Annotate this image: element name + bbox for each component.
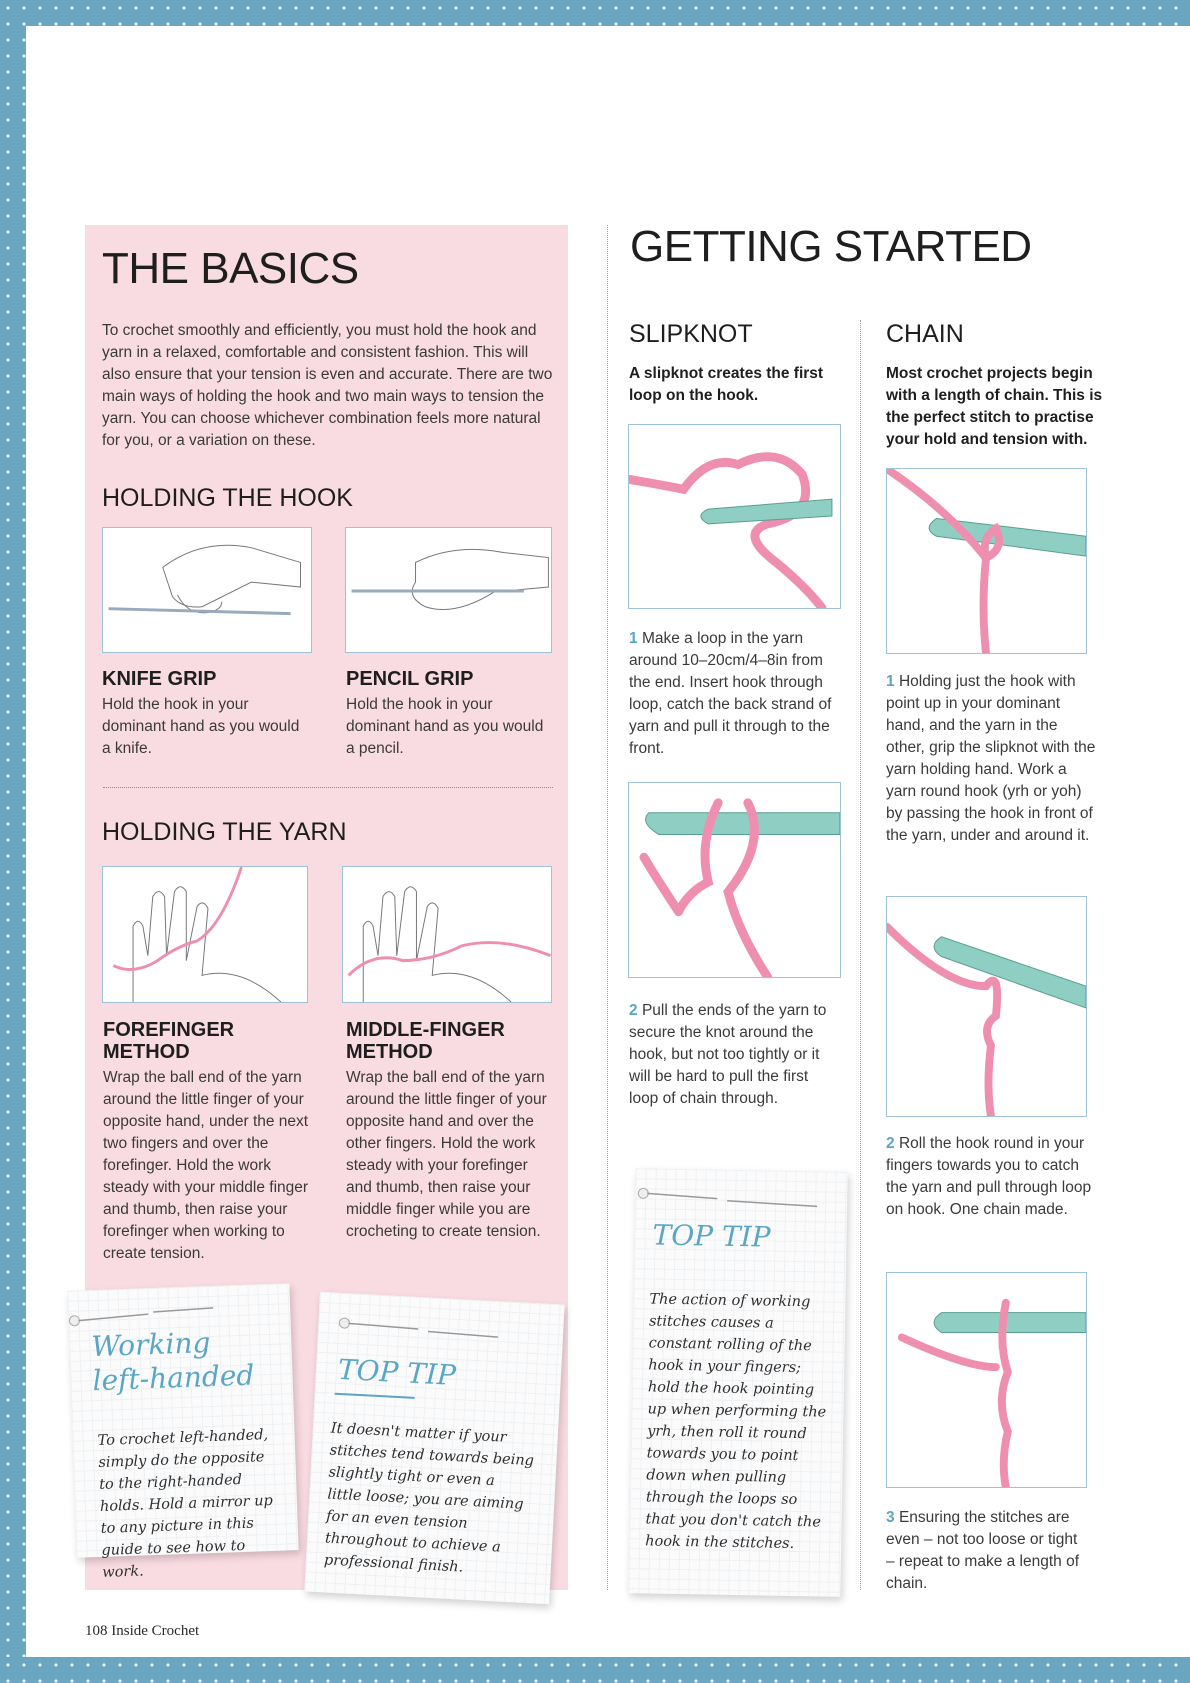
knife-grip-title: KNIFE GRIP — [102, 668, 217, 690]
top-tip-note-1 — [304, 1292, 564, 1604]
pencil-grip-text: Hold the hook in your dominant hand as you would a pencil. — [346, 696, 544, 757]
top-tip-1-underline — [335, 1393, 415, 1399]
pin-icon — [338, 1313, 519, 1342]
left-handed-title: Working left-handed — [90, 1326, 255, 1398]
holding-yarn-heading: HOLDING THE YARN — [102, 818, 347, 846]
chain-step-2-illustration — [886, 896, 1087, 1117]
slipknot-intro: A slipknot creates the first loop on the hook. — [629, 365, 824, 404]
pencil-grip-illustration — [345, 527, 552, 653]
chain-step-3-text: 3 Ensuring the stitches are even – not too loose or tight – repeat to make a length of chain. — [886, 1509, 1080, 1592]
slipknot-step-2-illustration — [628, 782, 841, 978]
holding-hook-heading: HOLDING THE HOOK — [102, 484, 353, 512]
middle-finger-method-text: Wrap the ball end of the yarn around the little finger of your opposite hand and over the other fingers. Hold the work steady with your forefinger and thumb, then raise your middle finger while you are crocheting to create tension. — [346, 1069, 547, 1240]
column-divider-2 — [860, 320, 861, 1590]
pencil-grip-title: PENCIL GRIP — [346, 668, 474, 690]
dotted-border-left — [0, 0, 26, 1683]
middle-finger-method-illustration — [342, 866, 552, 1003]
forefinger-method-title: FOREFINGER METHOD — [103, 1019, 235, 1063]
section-divider — [103, 787, 553, 788]
pin-icon — [637, 1183, 842, 1212]
top-tip-2-text: The action of working stitches causes a constant rolling of the hook in your fingers; hold the hook pointing up when performing the yrh, then roll it round towards you to point down when pulling through the loops so that you don't catch the hook in the stitches. — [645, 1291, 827, 1553]
chain-heading: CHAIN — [886, 320, 964, 348]
left-handed-text: To crochet left-handed, simply do the opposite to the right-handed holds. Hold a mirror up to any picture in this guide to see how to work. — [97, 1427, 274, 1581]
middle-finger-method-title: MIDDLE-FINGER METHOD — [346, 1019, 505, 1063]
knife-grip-illustration — [102, 527, 312, 653]
basics-intro: To crochet smoothly and efficiently, you must hold the hook and yarn in a relaxed, comfortable and consistent fashion. This will also ensure that your tension is even and accurate. There are two main ways of holding the hook and two main ways to tension the yarn. You can choose whichever combination feels more natural for you, or a variation on these. — [102, 322, 553, 449]
getting-started-title: GETTING STARTED — [630, 222, 1032, 271]
dotted-border-top — [0, 0, 1190, 26]
top-tip-1-title: TOP TIP — [337, 1352, 457, 1392]
slipknot-step-2-text: 2 Pull the ends of the yarn to secure the knot around the hook, but not too tightly or it will be hard to pull the first loop of chain through. — [629, 1002, 827, 1107]
dotted-border-bottom — [0, 1657, 1190, 1683]
forefinger-method-text: Wrap the ball end of the yarn around the little finger of your opposite hand, under the next two fingers and over the forefinger. Hold the work steady with your middle finger and thumb, then raise your forefinger when working to create tension. — [103, 1069, 309, 1262]
column-divider — [607, 225, 608, 1590]
page-number: 108 — [85, 1623, 108, 1639]
page-footer — [85, 1623, 199, 1640]
top-tip-note-2 — [628, 1168, 847, 1597]
chain-step-3-illustration — [886, 1272, 1087, 1488]
slipknot-heading: SLIPKNOT — [629, 320, 753, 348]
chain-intro: Most crochet projects begin with a length of chain. This is the perfect stitch to practise your hold and tension with. — [886, 365, 1103, 448]
left-handed-note — [67, 1283, 298, 1581]
knife-grip-text: Hold the hook in your dominant hand as you would a knife. — [102, 696, 300, 757]
chain-step-2-text: 2 Roll the hook round in your fingers towards you to catch the yarn and pull through loop on hook. One chain made. — [886, 1135, 1092, 1218]
basics-title: THE BASICS — [102, 244, 359, 293]
chain-step-1-illustration — [886, 468, 1087, 654]
forefinger-method-illustration — [102, 866, 308, 1003]
top-tip-1-text: It doesn't matter if your stitches tend towards being slightly tight or even a little loose; you are aiming for an even tension throughout to achieve a professional finish. — [323, 1420, 535, 1576]
chain-step-1-text: 1 Holding just the hook with point up in your dominant hand, and the yarn in the other, grip the slipknot with the yarn holding hand. Work a yarn round hook (yrh or yoh) by passing the hook in front of the yarn, under and around it. — [886, 673, 1096, 844]
slipknot-step-1-text: 1 Make a loop in the yarn around 10–20cm/4–8in from the end. Insert hook through loop, catch the back strand of yarn and pull it through to the front. — [629, 630, 832, 757]
top-tip-2-title: TOP TIP — [652, 1218, 771, 1254]
slipknot-step-1-illustration — [628, 424, 841, 609]
magazine-name: Inside Crochet — [111, 1623, 200, 1639]
